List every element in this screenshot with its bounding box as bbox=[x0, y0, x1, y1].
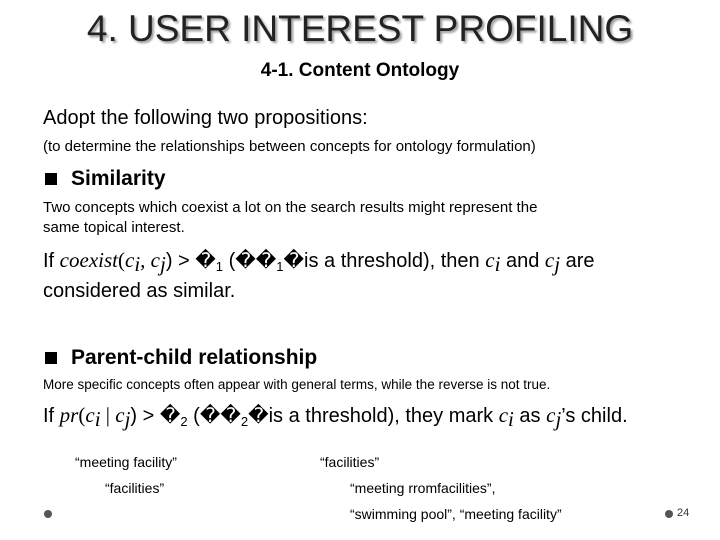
rule-glyph: �� bbox=[199, 405, 241, 427]
rule-var-c: c bbox=[124, 248, 135, 272]
example-left-line1: “meeting facility” bbox=[75, 454, 177, 470]
rule-if: If bbox=[43, 405, 60, 427]
rule-sub-j: j bbox=[555, 407, 562, 431]
footer-right-dot-icon bbox=[665, 510, 673, 518]
rule-var-c: c bbox=[485, 248, 495, 272]
parent-child-desc: More specific concepts often appear with general terms, while the reverse is not true. bbox=[43, 377, 551, 392]
rule-open: ( bbox=[117, 248, 125, 272]
rule-open: ( bbox=[78, 403, 86, 427]
rule-glyph: � bbox=[159, 405, 181, 427]
rule-sub-1: 1 bbox=[276, 259, 284, 274]
rule-glyph: � bbox=[283, 250, 305, 272]
intro-note: (to determine the relationships between concepts for ontology formulation) bbox=[43, 138, 536, 155]
rule-function: coexist bbox=[59, 248, 118, 272]
similarity-rule-line1 bbox=[43, 247, 595, 274]
parent-child-rule bbox=[43, 402, 628, 429]
bullet-square-icon bbox=[45, 352, 57, 364]
rule-close-gt: ) > bbox=[165, 250, 196, 272]
rule-if: If bbox=[43, 250, 60, 272]
rule-sub-j: j bbox=[159, 252, 166, 276]
rule-paren: ( bbox=[223, 250, 236, 272]
rule-sub-i: i bbox=[494, 252, 501, 276]
parent-child-heading: Parent-child relationship bbox=[71, 346, 318, 369]
rule-glyph: � bbox=[248, 405, 269, 427]
rule-sub-2: 2 bbox=[180, 414, 188, 429]
similarity-desc-line2: same topical interest. bbox=[43, 219, 185, 236]
rule-bar: | bbox=[100, 403, 116, 427]
parent-child-heading-row bbox=[43, 345, 317, 371]
rule-sub-2: 2 bbox=[240, 414, 249, 429]
rule-are: are bbox=[560, 250, 595, 272]
similarity-heading-row bbox=[43, 166, 166, 192]
rule-as: as bbox=[513, 405, 547, 427]
bullet-square-icon bbox=[45, 173, 57, 185]
rule-var-c: c bbox=[498, 403, 509, 427]
rule-var-c: c bbox=[115, 403, 125, 427]
example-right-line3: “swimming pool”, “meeting facility” bbox=[350, 506, 562, 522]
rule-var-c: c bbox=[544, 248, 555, 272]
rule-mid: is a threshold), then bbox=[304, 250, 486, 272]
rule-glyph: �� bbox=[235, 250, 277, 272]
page-number: 24 bbox=[677, 507, 690, 519]
slide-title: 4. USER INTEREST PROFILING bbox=[86, 8, 634, 49]
example-left-line2: “facilities” bbox=[105, 480, 165, 496]
rule-and: and bbox=[500, 250, 545, 272]
footer-left-dot-icon bbox=[44, 510, 52, 518]
rule-sub-i: i bbox=[134, 252, 141, 276]
rule-sub-i: i bbox=[508, 407, 514, 431]
rule-paren: ( bbox=[187, 405, 200, 427]
example-right-line1: “facilities” bbox=[320, 454, 380, 470]
similarity-heading: Similarity bbox=[71, 167, 166, 190]
rule-sub-i: i bbox=[94, 407, 101, 431]
rule-var-c: c bbox=[150, 248, 160, 272]
rule-mid: is a threshold), they mark bbox=[268, 405, 499, 427]
slide-subtitle: 4-1. Content Ontology bbox=[260, 60, 460, 81]
intro-text: Adopt the following two propositions: bbox=[43, 107, 368, 129]
rule-comma: , bbox=[140, 248, 151, 272]
rule-var-c: c bbox=[85, 403, 95, 427]
rule-close-gt: ) > bbox=[130, 405, 160, 427]
rule-sub-1: 1 bbox=[215, 259, 224, 274]
rule-sub-j: j bbox=[554, 252, 561, 276]
example-right-line2: “meeting rromfacilities”, bbox=[350, 480, 496, 496]
rule-child: ’s child. bbox=[561, 405, 628, 427]
similarity-desc-line1: Two concepts which coexist a lot on the search results might represent the bbox=[43, 199, 538, 216]
rule-var-c: c bbox=[546, 403, 556, 427]
rule-sub-j: j bbox=[124, 407, 131, 431]
similarity-rule-line2: considered as similar. bbox=[43, 280, 236, 302]
rule-function: pr bbox=[59, 403, 79, 427]
rule-glyph: � bbox=[195, 250, 216, 272]
